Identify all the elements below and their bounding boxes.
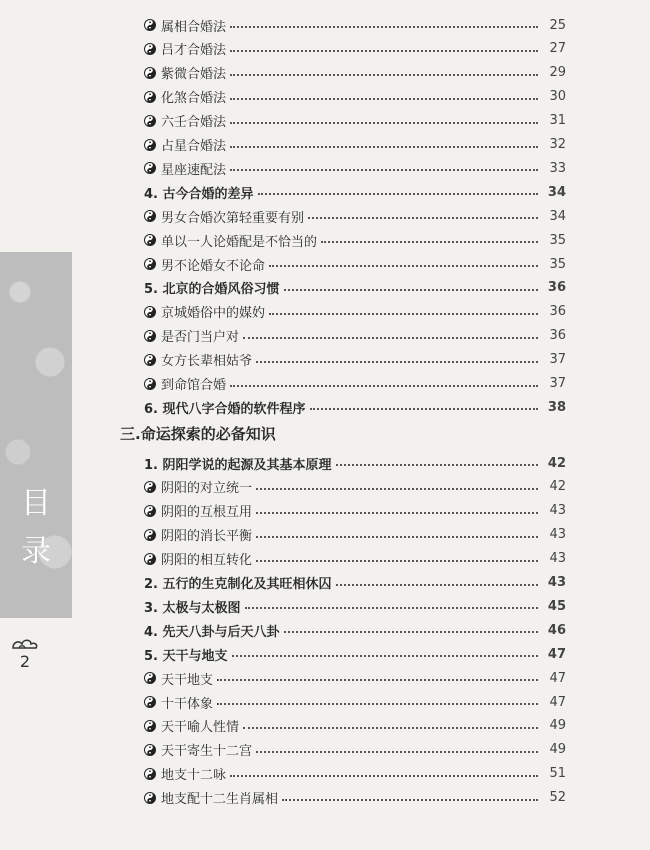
toc-page-number: 34 xyxy=(547,184,566,200)
toc-entry-label: 阴阳的消长平衡 xyxy=(161,529,253,545)
toc-entry-row[interactable] xyxy=(144,763,566,785)
toc-page-number: 32 xyxy=(549,137,566,152)
toc-heading-row[interactable] xyxy=(144,572,566,594)
leader-dots xyxy=(245,607,538,609)
toc-entry-row[interactable] xyxy=(144,86,566,108)
toc-entry-label: 1. 阴阳学说的起源及其基本原理 xyxy=(144,457,332,473)
toc-page-number: 37 xyxy=(549,352,566,368)
toc-page-number: 35 xyxy=(549,232,566,248)
toc-entry-row[interactable] xyxy=(144,157,566,179)
leader-dots xyxy=(284,289,538,291)
leader-dots xyxy=(282,799,538,801)
leader-dots xyxy=(217,679,538,681)
leader-dots xyxy=(230,385,538,387)
toc-page-number: 43 xyxy=(547,575,566,590)
toc-entry-label: 吕才合婚法 xyxy=(161,43,227,59)
toc-heading-row[interactable] xyxy=(144,396,566,418)
leader-dots xyxy=(256,512,538,514)
leader-dots xyxy=(310,408,538,410)
toc-page-number: 49 xyxy=(549,718,566,734)
toc-page-number: 46 xyxy=(547,622,566,638)
leader-dots xyxy=(243,337,538,339)
toc-page-number: 43 xyxy=(549,503,566,519)
toc-entry-row[interactable] xyxy=(144,301,566,323)
toc-entry-row[interactable] xyxy=(144,691,566,713)
yin-yang-icon xyxy=(144,67,156,79)
leader-dots xyxy=(230,775,538,777)
toc-entry-label: 天干地支 xyxy=(161,672,214,688)
leader-dots xyxy=(256,751,538,753)
leader-dots xyxy=(256,560,538,562)
sidebar-title-lu: 录 xyxy=(21,534,51,569)
yin-yang-icon xyxy=(144,505,156,517)
toc-entry-label: 3. 太极与太极图 xyxy=(144,600,241,616)
yin-yang-icon xyxy=(144,234,156,246)
toc-entry-row[interactable] xyxy=(144,349,566,371)
toc-entry-label: 紫微合婚法 xyxy=(161,67,227,83)
yin-yang-icon xyxy=(144,258,156,270)
toc-entry-row[interactable] xyxy=(144,134,566,156)
toc-entry-row[interactable] xyxy=(144,476,566,498)
toc-entry-label: 星座速配法 xyxy=(161,162,227,178)
toc-entry-label: 占星合婚法 xyxy=(161,139,227,154)
toc-page-number: 42 xyxy=(549,479,566,495)
yin-yang-icon xyxy=(144,672,156,684)
toc-page-number: 33 xyxy=(549,160,566,176)
sidebar-title-mu: 目 xyxy=(21,486,51,521)
yin-yang-icon xyxy=(144,43,156,55)
leader-dots xyxy=(217,703,538,705)
toc-entry-label: 男不论婚女不论命 xyxy=(161,258,266,274)
yin-yang-icon xyxy=(144,91,156,103)
toc-page-number: 36 xyxy=(549,304,566,320)
yin-yang-icon xyxy=(144,378,156,390)
leader-dots xyxy=(230,146,538,148)
leader-dots xyxy=(230,122,538,124)
yin-yang-icon xyxy=(144,139,156,151)
toc-entry-label: 京城婚俗中的媒妁 xyxy=(161,306,266,322)
toc-heading-row[interactable] xyxy=(144,181,566,203)
toc-entry-row[interactable] xyxy=(144,62,566,84)
page-marker xyxy=(10,636,40,671)
toc-entry-row[interactable] xyxy=(144,205,566,227)
toc-page-number: 47 xyxy=(549,694,566,710)
leader-dots xyxy=(256,361,538,363)
toc-entry-label: 4. 古今合婚的差异 xyxy=(144,186,254,202)
toc-entry-label: 女方长辈相姑爷 xyxy=(161,354,253,370)
toc-page-number: 37 xyxy=(549,376,566,391)
toc-entry-row[interactable] xyxy=(144,110,566,132)
leader-dots xyxy=(336,464,538,466)
leader-dots xyxy=(269,313,538,315)
toc-page-number: 49 xyxy=(549,742,566,758)
leader-dots xyxy=(256,536,538,538)
toc-page-number: 36 xyxy=(547,280,566,296)
leader-dots xyxy=(230,50,538,52)
leader-dots xyxy=(321,241,538,243)
toc-entry-row[interactable] xyxy=(144,548,566,570)
toc-entry-row[interactable] xyxy=(144,14,566,36)
leader-dots xyxy=(230,26,538,28)
toc-entry-label: 2. 五行的生克制化及其旺相休囚 xyxy=(144,577,332,592)
toc-entry-row[interactable] xyxy=(144,229,566,251)
toc-entry-row[interactable] xyxy=(144,524,566,546)
leader-dots xyxy=(243,727,538,729)
toc-page-number: 36 xyxy=(549,328,566,344)
toc-entry-label: 六壬合婚法 xyxy=(161,115,227,131)
toc-entry-label: 天干喻人性情 xyxy=(161,720,240,736)
toc-entry-label: 阴阳的对立统一 xyxy=(161,481,253,497)
toc-entry-row[interactable] xyxy=(144,667,566,689)
toc-entry-label: 阴阳的相互转化 xyxy=(161,553,253,569)
leader-dots xyxy=(230,98,538,100)
page-number: 2 xyxy=(19,652,31,671)
toc-entry-row[interactable] xyxy=(144,325,566,347)
toc-page-number: 25 xyxy=(549,17,566,33)
toc-page-number: 31 xyxy=(549,113,566,129)
toc-entry-label: 单以一人论婚配是不恰当的 xyxy=(161,234,318,250)
section-title: 三.命运探索的必备知识 xyxy=(120,425,276,443)
leader-dots xyxy=(308,217,538,219)
toc-page-number: 30 xyxy=(549,89,566,105)
toc-page-number: 27 xyxy=(549,41,566,57)
toc-page-number: 35 xyxy=(549,256,566,272)
toc-entry-label: 是否门当户对 xyxy=(161,330,240,346)
toc-entry-label: 天干寄生十二宫 xyxy=(161,744,253,760)
toc-page-number: 38 xyxy=(547,399,566,415)
leader-dots xyxy=(230,169,538,171)
leader-dots xyxy=(230,74,538,76)
toc-page-number: 29 xyxy=(549,65,566,81)
leader-dots xyxy=(256,488,538,490)
toc-page-number: 51 xyxy=(549,766,566,782)
toc-page-number: 52 xyxy=(549,790,566,806)
toc-page-number: 47 xyxy=(549,670,566,686)
toc-entry-row[interactable] xyxy=(144,787,566,809)
toc-entry-label: 5. 天干与地支 xyxy=(144,648,228,664)
toc-entry-label: 男女合婚次第轻重要有别 xyxy=(161,210,305,226)
yin-yang-icon xyxy=(144,330,156,342)
toc-heading-row[interactable] xyxy=(144,643,566,665)
yin-yang-icon xyxy=(144,481,156,493)
toc-entry-label: 5. 北京的合婚风俗习惯 xyxy=(144,282,280,298)
toc-entry-row[interactable] xyxy=(144,373,566,395)
toc-entry-label: 地支配十二生肖属相 xyxy=(161,792,279,808)
leader-dots xyxy=(258,193,538,195)
leader-dots xyxy=(284,631,538,633)
yin-yang-icon xyxy=(144,115,156,127)
yin-yang-icon xyxy=(144,768,156,780)
yin-yang-icon xyxy=(144,19,156,31)
toc-page-number: 43 xyxy=(549,527,566,543)
toc-entry-label: 6. 现代八字合婚的软件程序 xyxy=(144,401,306,417)
leader-dots xyxy=(269,265,538,267)
toc-entry-label: 属相合婚法 xyxy=(161,19,227,35)
toc-entry-row[interactable] xyxy=(144,38,566,60)
yin-yang-icon xyxy=(144,162,156,174)
toc-entry-label: 化煞合婚法 xyxy=(161,91,227,107)
toc-page-number: 42 xyxy=(547,455,566,471)
leader-dots xyxy=(336,584,538,586)
yin-yang-icon xyxy=(144,354,156,366)
toc-entry-row[interactable] xyxy=(144,739,566,761)
toc-entry-label: 阴阳的互根互用 xyxy=(161,505,253,521)
yin-yang-icon xyxy=(144,696,156,708)
toc-entry-label: 地支十二咏 xyxy=(161,768,227,784)
toc-page-number: 43 xyxy=(549,551,566,567)
yin-yang-icon xyxy=(144,720,156,732)
toc-entry-row[interactable] xyxy=(144,253,566,275)
yin-yang-icon xyxy=(144,210,156,222)
toc-page-number: 34 xyxy=(549,208,566,224)
yin-yang-icon xyxy=(144,744,156,756)
toc-heading-row[interactable] xyxy=(144,619,566,641)
toc-entry-row[interactable] xyxy=(144,500,566,522)
yin-yang-icon xyxy=(144,792,156,804)
toc-entry-row[interactable] xyxy=(144,715,566,737)
toc-heading-row[interactable] xyxy=(144,277,566,299)
toc-entry-label: 十干体象 xyxy=(161,696,214,712)
toc-entry-label: 到命馆合婚 xyxy=(161,378,227,393)
toc-entry-label: 4. 先天八卦与后天八卦 xyxy=(144,624,280,640)
yin-yang-icon xyxy=(144,553,156,565)
toc-heading-row[interactable] xyxy=(144,595,566,617)
toc-page-number: 47 xyxy=(547,646,566,662)
yin-yang-icon xyxy=(144,306,156,318)
leader-dots xyxy=(232,655,538,657)
cloud-ornament-icon xyxy=(11,636,39,652)
yin-yang-icon xyxy=(144,529,156,541)
toc-heading-row[interactable] xyxy=(144,452,566,474)
toc-page-number: 45 xyxy=(547,598,566,614)
